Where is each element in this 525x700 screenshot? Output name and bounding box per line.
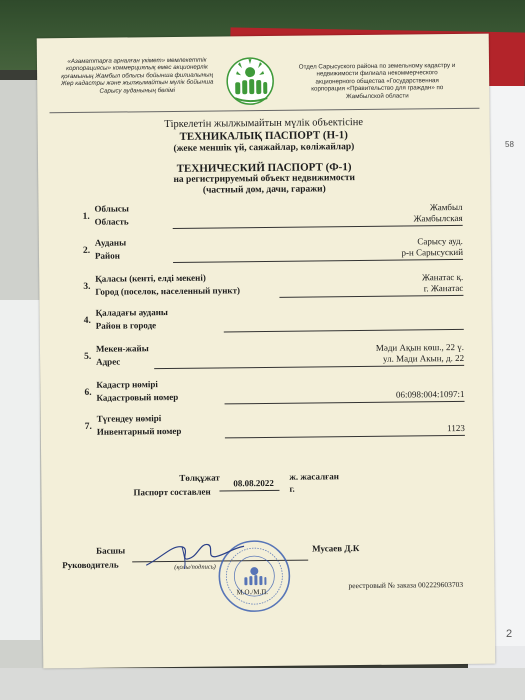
- issued-label-kz: Төлқұжат: [179, 472, 220, 483]
- passport-issued: [133, 470, 433, 513]
- head-label-ru: Руководитель: [62, 559, 119, 571]
- background-bottom: [0, 668, 525, 700]
- header-left-org: «Азаматтарға арналған үкімет» мемлекеттік корпорациясы» коммерциялық емес акционерлік қоғамының Жамбыл облысы бойынша филиалының Жер кадастры және жылжымайтын мүлік бойынша Сарысу ауданының бөлімі: [60, 56, 214, 95]
- title-ru-line2: на регистрируемый объект недвижимости: [173, 173, 356, 185]
- background-left-paper: [0, 300, 40, 640]
- field-city: 3. Қаласы (кенті, елді мекені) Город (поселок, населенный пункт) Жанатас қ. г. Жанатас: [83, 271, 464, 297]
- field-district: 2. Ауданы Район Сарысу ауд. р-н Сарысуский: [83, 234, 463, 278]
- document-sheet: [37, 34, 496, 669]
- field-region: 1. Облысы Область Жамбыл Жамбылская: [82, 200, 462, 244]
- title-kz-line1: Тіркелетін жылжымайтын мүлік объектісіне: [164, 116, 364, 131]
- head-label-kz: Басшы: [96, 545, 126, 556]
- document-title: [68, 116, 461, 198]
- issued-suffix-kz: ж. жасалған: [289, 471, 339, 482]
- seal-mark: М.О./М.П.: [236, 587, 269, 597]
- edge-note-bottom: 2: [506, 628, 513, 640]
- title-ru-line3: (частный дом, дачи, гаражи): [202, 184, 326, 196]
- title-kz-line3: (жеке меншік үй, саяжайлар, көліжайлар): [173, 142, 355, 154]
- signature-block: [56, 542, 477, 636]
- header-right-org: Отдел Сарысуского района по земельному кадастру и недвижимости филиала некоммерческого акционерного общества «Государственная корпорация «Правительство для граждан» по Жамбылской области: [298, 62, 456, 100]
- edge-note-top: 58: [505, 140, 514, 149]
- signature-hint: (қолы/подпись): [174, 563, 216, 571]
- field-inventory-number: 7. Түгендеу нөмірі Инвентарный номер 1123: [84, 413, 465, 437]
- order-number: реестровый № заказа 002229603703: [348, 579, 464, 591]
- handwritten-signature-icon: [142, 534, 262, 575]
- issued-suffix-ru: г.: [289, 483, 295, 494]
- issued-label-ru: Паспорт составлен: [133, 486, 211, 498]
- title-ru-line1: ТЕХНИЧЕСКИЙ ПАСПОРТ (Ф-1): [176, 161, 352, 175]
- title-kz-line2: ТЕХНИКАЛЫҚ ПАСПОРТ (Н-1): [179, 129, 348, 143]
- header-divider: [49, 108, 479, 114]
- issued-date: 08.08.2022: [233, 477, 274, 489]
- field-cadastral-number: 6. Кадастр нөмірі Кадастровый номер 06:098:004:1097:1: [84, 379, 465, 403]
- field-city-district: 4. Қаладағы ауданы Район в городе: [84, 304, 464, 348]
- gov-corp-logo-icon: [225, 56, 276, 107]
- field-address: 5. Мекен-жайы Адрес Мәди Ақын көш., 22 ү. ул. Мади Акын, д. 22: [84, 340, 464, 384]
- head-name: Мусаев Д.К: [312, 543, 360, 554]
